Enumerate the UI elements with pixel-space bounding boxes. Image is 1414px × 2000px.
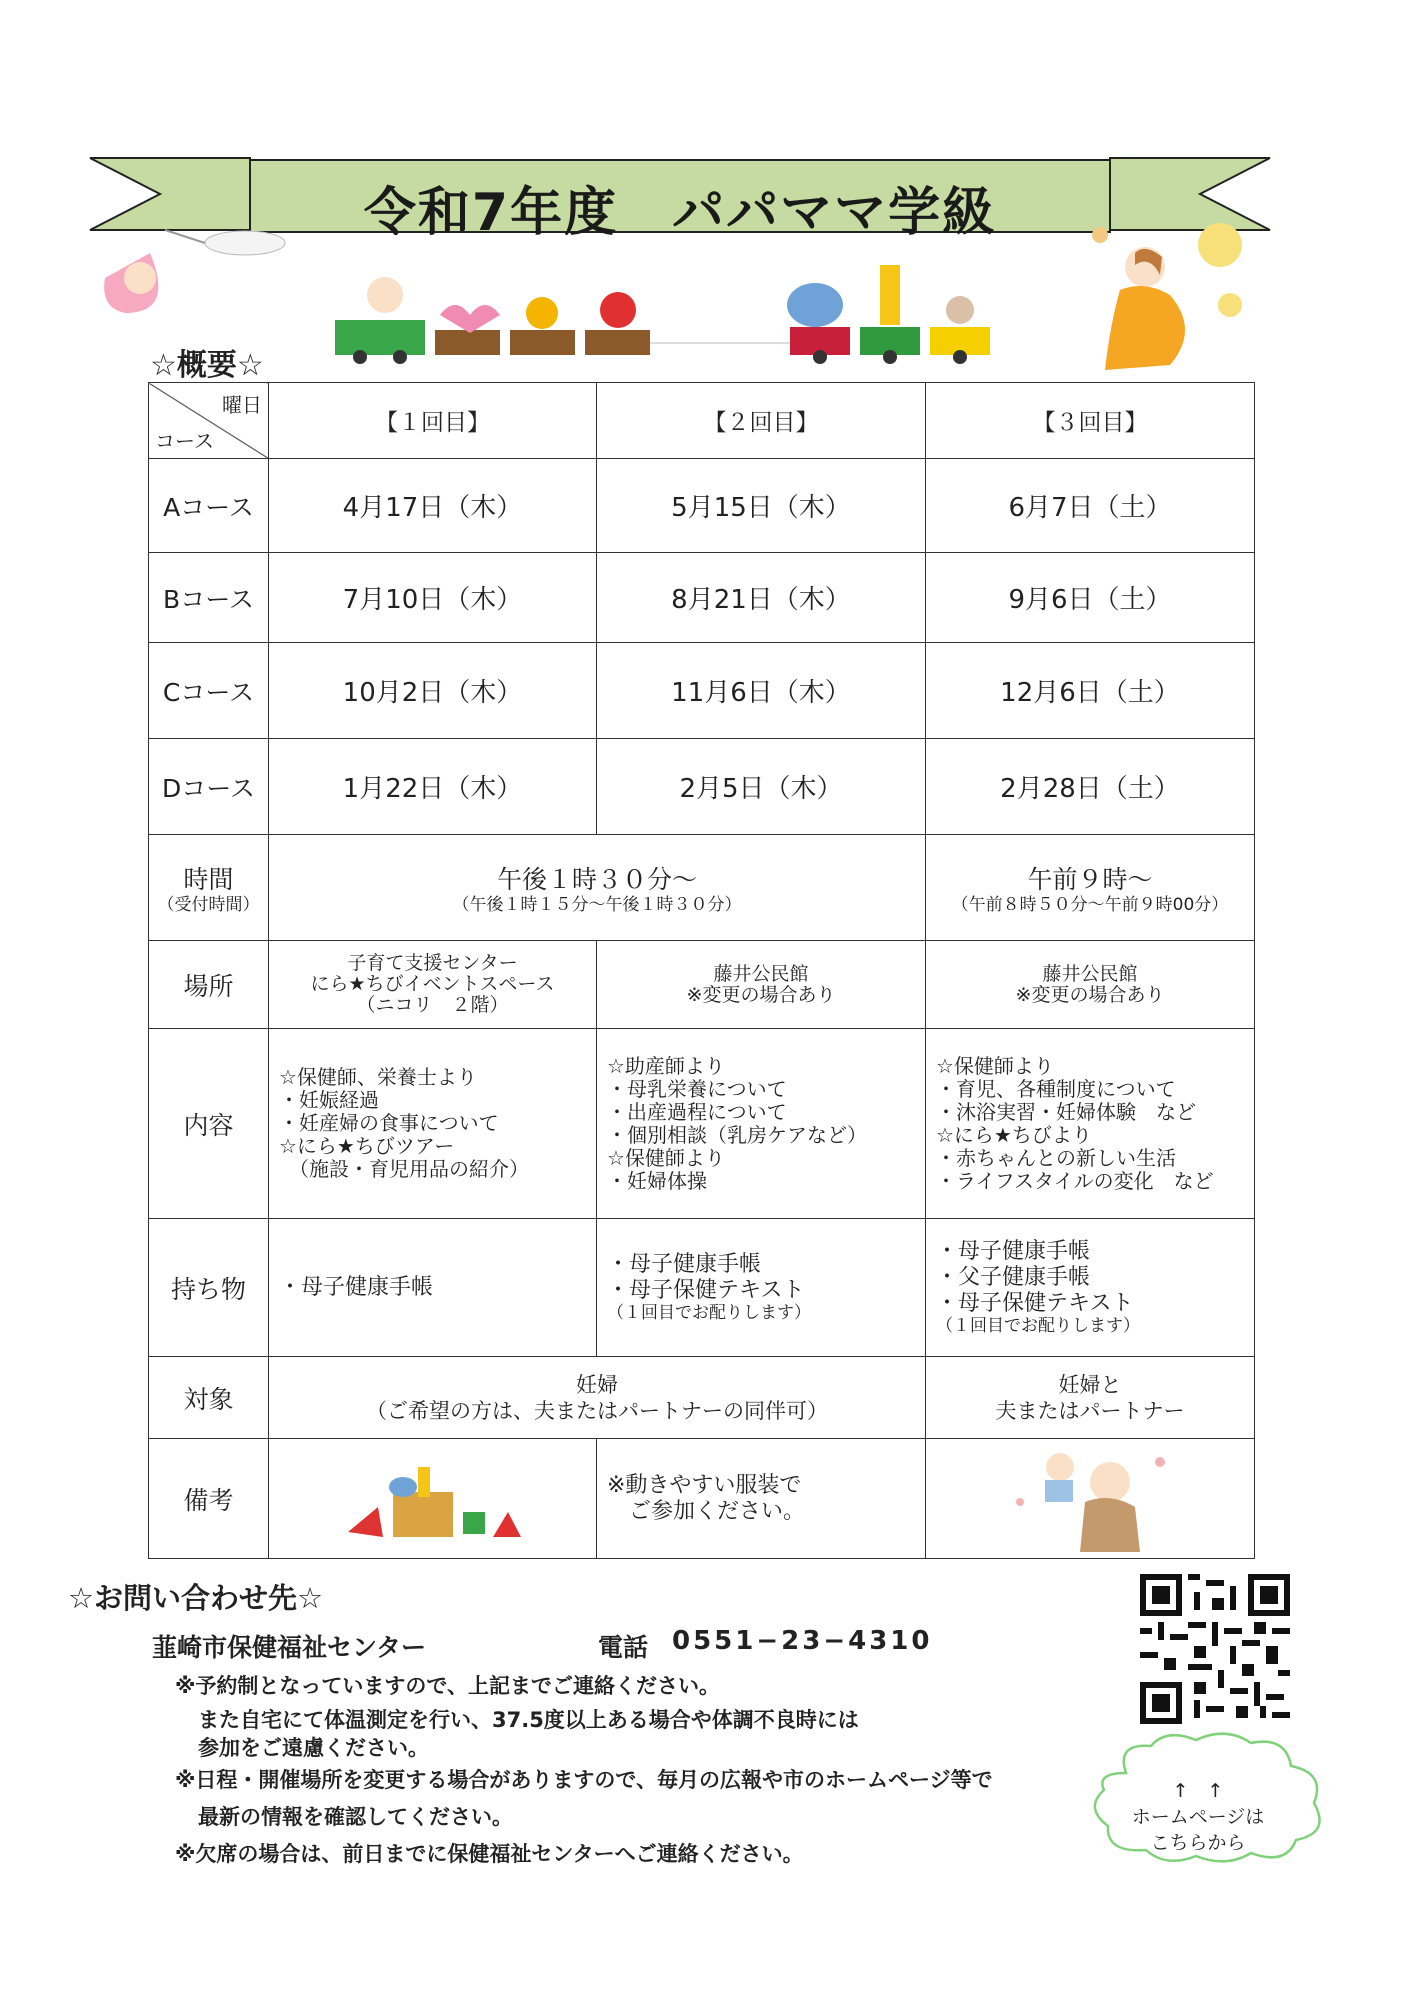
weekday-time: 午後１時３０分～ [496, 865, 697, 894]
content-line: ・母乳栄養について [607, 1076, 787, 1101]
content-session-2 [597, 1029, 926, 1219]
place-line: ※変更の場合あり [1015, 983, 1165, 1006]
header-weekday-label: 曜日 [222, 393, 262, 417]
place-line: 子育て支援センター [347, 952, 518, 974]
time-label-cell [149, 835, 269, 941]
place-line: （ニコリ ２階） [356, 994, 509, 1016]
homepage-caption [1110, 1778, 1286, 1856]
content-line: ☆保健師、栄養士より [279, 1065, 477, 1089]
content-line: ・育児、各種制度について [936, 1076, 1176, 1101]
target-line: （ご希望の方は、夫またはパートナーの同伴可） [366, 1398, 828, 1423]
schedule-change-note: ※日程・開催場所を変更する場合がありますので、毎月の広報や市のホームページ等で [175, 1768, 993, 1792]
content-line: ☆保健師より [607, 1145, 725, 1170]
belongings-session-1 [269, 1219, 597, 1357]
toy-blocks-icon [343, 1452, 523, 1542]
target-line: 妊婦と [1058, 1372, 1122, 1397]
content-line: （施設・育児用品の紹介） [279, 1157, 529, 1181]
target-saturday [926, 1357, 1255, 1439]
target-label: 対象 [149, 1357, 269, 1439]
content-line: ・出産過程について [607, 1099, 787, 1124]
schedule-table [148, 382, 1255, 1559]
place-line: 藤井公民館 [713, 962, 809, 985]
remarks-line: ※動きやすい服装で [607, 1472, 802, 1498]
course-date: 10月2日（木） [269, 643, 597, 739]
belongings-row [149, 1219, 1255, 1357]
content-line: ☆にら★ちびツアー [279, 1134, 455, 1158]
remarks-session-2 [597, 1439, 926, 1559]
saturday-reception-time: （午前８時５０分～午前９時00分） [951, 895, 1229, 915]
weekday-time-cell [269, 835, 926, 941]
content-line: ・赤ちゃんとの新しい生活 [936, 1145, 1176, 1170]
course-date: 11月6日（木） [597, 643, 926, 739]
target-line: 夫またはパートナー [995, 1398, 1185, 1423]
session-header-1: 【１回目】 [269, 383, 597, 459]
course-name: Aコース [149, 459, 269, 553]
content-line: ・妊娠経過 [279, 1088, 379, 1112]
course-date: 5月15日（木） [597, 459, 926, 553]
header-course-label: コース [155, 429, 214, 453]
belongings-line: ・母子健康手帳 [607, 1252, 762, 1277]
place-session-1 [269, 941, 597, 1029]
caption-line: こちらから [1150, 1832, 1246, 1854]
place-session-3 [926, 941, 1255, 1029]
pregnant-woman-illustration [1100, 245, 1210, 385]
course-date: 1月22日（木） [269, 739, 597, 835]
page-title: 令和7年度 パパママ学級 [363, 183, 997, 243]
saturday-time: 午前９時～ [1027, 865, 1153, 894]
course-date: 2月5日（木） [597, 739, 926, 835]
belongings-session-3 [926, 1219, 1255, 1357]
phone-number: 0551−23−4310 [672, 1626, 933, 1656]
belongings-line: ・母子健康手帳 [279, 1275, 434, 1300]
content-row [149, 1029, 1255, 1219]
course-date: 2月28日（土） [926, 739, 1255, 835]
course-date: 12月6日（土） [926, 643, 1255, 739]
remarks-line: ご参加ください。 [607, 1498, 806, 1524]
course-name: Cコース [149, 643, 269, 739]
course-name: Dコース [149, 739, 269, 835]
table-row [149, 739, 1255, 835]
content-label: 内容 [149, 1029, 269, 1219]
health-note-line: また自宅にて体温測定を行い、37.5度以上ある場合や体調不良時には [198, 1708, 859, 1732]
course-date: 9月6日（土） [926, 553, 1255, 643]
course-date: 4月17日（木） [269, 459, 597, 553]
content-line: ☆助産師より [607, 1053, 725, 1078]
target-row [149, 1357, 1255, 1439]
remarks-label: 備考 [149, 1439, 269, 1559]
remarks-session-1 [269, 1439, 597, 1559]
place-line: 藤井公民館 [1042, 962, 1138, 985]
content-session-1 [269, 1029, 597, 1219]
center-name: 韮崎市保健福祉センター [152, 1633, 427, 1662]
parent-baby-icon [1000, 1442, 1180, 1552]
content-line: ・個別相談（乳房ケアなど） [607, 1122, 867, 1147]
phone-label: 電話 [598, 1633, 649, 1662]
target-weekday [269, 1357, 926, 1439]
up-arrows-icon: ↑ ↑ [1172, 1780, 1224, 1802]
weekday-reception-time: （午後１時１５分～午後１時３０分） [452, 895, 742, 915]
content-line: ・妊産婦の食事について [279, 1111, 499, 1135]
course-date: 7月10日（木） [269, 553, 597, 643]
health-note-line: 参加をご遠慮ください。 [198, 1736, 429, 1760]
health-note [198, 1706, 1058, 1762]
belongings-line: ・母子保健テキスト [607, 1278, 805, 1303]
course-date: 6月7日（土） [926, 459, 1255, 553]
session-header-3: 【３回目】 [926, 383, 1255, 459]
belongings-line: ・父子健康手帳 [936, 1265, 1091, 1290]
content-line: ・妊婦体操 [607, 1168, 707, 1193]
course-date: 8月21日（木） [597, 553, 926, 643]
reservation-note: ※予約制となっていますので、上記までご連絡ください。 [175, 1674, 720, 1698]
belongings-note: （１回目でお配りします） [607, 1303, 811, 1323]
place-session-2 [597, 941, 926, 1029]
saturday-time-cell [926, 835, 1255, 941]
caption-line: ホームページは [1131, 1806, 1265, 1828]
time-sub-label: （受付時間） [157, 895, 260, 915]
absence-note: ※欠席の場合は、前日までに保健福祉センターへご連絡ください。 [175, 1842, 804, 1866]
belongings-note: （１回目でお配りします） [936, 1316, 1140, 1336]
belongings-label: 持ち物 [149, 1219, 269, 1357]
table-row [149, 643, 1255, 739]
target-line: 妊婦 [576, 1372, 618, 1397]
place-row [149, 941, 1255, 1029]
qr-code-icon[interactable] [1140, 1574, 1290, 1724]
content-line: ☆にら★ちびより [936, 1122, 1092, 1147]
session-header-2: 【２回目】 [597, 383, 926, 459]
remarks-session-3 [926, 1439, 1255, 1559]
time-row [149, 835, 1255, 941]
place-label: 場所 [149, 941, 269, 1029]
contact-heading: ☆お問い合わせ先☆ [68, 1581, 323, 1615]
belongings-line: ・母子保健テキスト [936, 1291, 1134, 1316]
place-line: ※変更の場合あり [686, 983, 836, 1006]
remarks-row [149, 1439, 1255, 1559]
overview-heading: ☆概要☆ [150, 348, 264, 383]
course-name: Bコース [149, 553, 269, 643]
time-label: 時間 [183, 865, 234, 894]
content-line: ・沐浴実習・妊婦体験 など [936, 1099, 1196, 1124]
belongings-session-2 [597, 1219, 926, 1357]
content-line: ☆保健師より [936, 1053, 1054, 1078]
schedule-change-note-cont: 最新の情報を確認してください。 [198, 1805, 513, 1829]
header-diagonal-cell [149, 383, 269, 459]
stork-baby-illustration [95, 218, 295, 328]
content-session-3 [926, 1029, 1255, 1219]
place-line: にら★ちびイベントスペース [310, 973, 555, 995]
belongings-line: ・母子健康手帳 [936, 1239, 1091, 1264]
toy-train-illustration [330, 255, 1010, 365]
table-row [149, 459, 1255, 553]
table-row [149, 553, 1255, 643]
content-line: ・ライフスタイルの変化 など [936, 1168, 1214, 1193]
